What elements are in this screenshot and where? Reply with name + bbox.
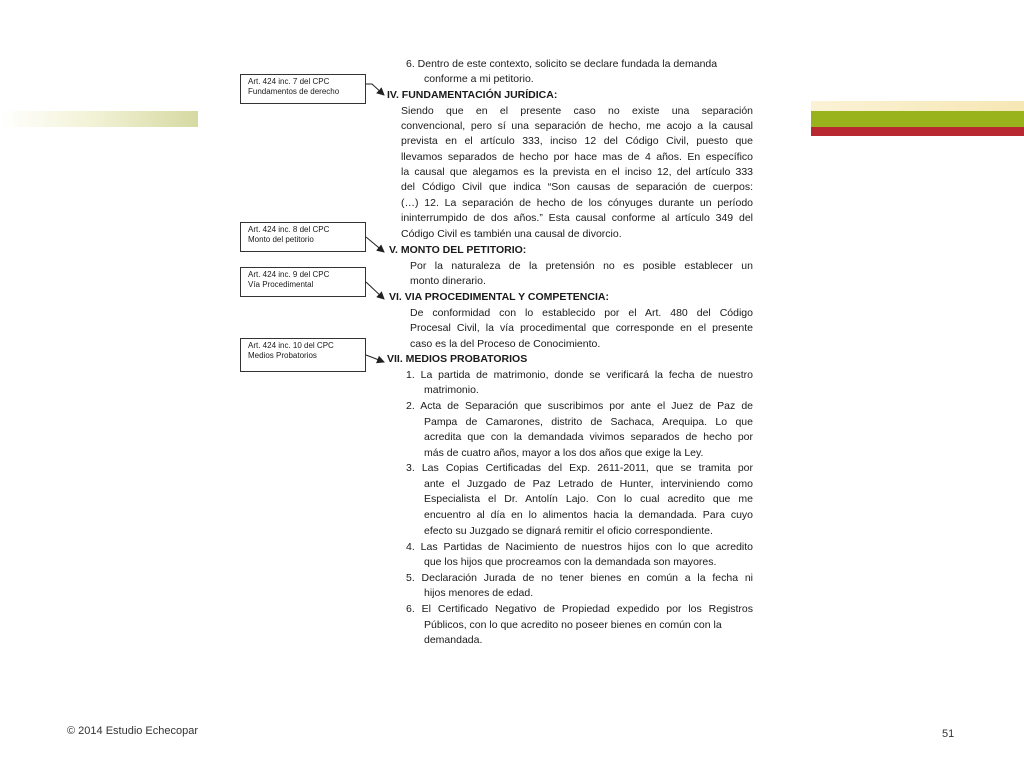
text-line: que los hijos que procreamos con la demandada son mayores. [424,556,717,568]
text-line: caso es la del Proceso de Conocimiento. [410,338,601,350]
text-line: efecto su Juzgado se dignará remitir el oficio correspondiente. [424,525,713,537]
text-line: (…) 12. La separación de hecho de los cónyuges durante un período [401,197,753,209]
section-heading-iv: IV. FUNDAMENTACIÓN JURÍDICA: [387,89,558,101]
text-line: hijos menores de edad. [424,587,534,599]
text-line: acredita que con la demandada vivimos separados de hecho por [424,431,753,443]
text-line: Especialista el Dr. Antolín Lajo. Con lo cual acredito que me [424,493,753,505]
text-line: 2. Acta de Separación que suscribimos por ante el Juez de Paz de [406,400,753,412]
text-line: 1. La partida de matrimonio, donde se verificará la fecha de nuestro [406,369,753,381]
callout-line: Monto del petitorio [248,234,314,244]
text-line: Por la naturaleza de la pretensión no es posible establecer un [410,260,753,272]
text-line: 3. Las Copias Certificadas del Exp. 2611-2011, que se tramita por [406,462,753,474]
text-line: demandada. [424,634,483,646]
section-heading-v: V. MONTO DEL PETITORIO: [389,244,527,256]
callout-line: Art. 424 inc. 8 del CPC [248,225,330,234]
text-line: llevamos separados de hecho por hace mas de 4 años. En específico [401,151,753,163]
callout-line: Art. 424 inc. 10 del CPC [248,341,334,350]
text-line: 6. El Certificado Negativo de Propiedad expedido por los Registros [406,603,753,615]
text-line: 6. Dentro de este contexto, solicito se declare fundada la demanda [406,58,718,70]
text-line: 5. Declaración Jurada de no tener bienes en común a la fecha ni [406,572,753,584]
callout-line: Art. 424 inc. 7 del CPC [248,77,330,86]
text-line: la causal que alegamos es la prevista en el inciso 12, del artículo 333 [401,166,753,178]
callout-line: Medios Probatorios [248,350,317,360]
text-line: 4. Las Partidas de Nacimiento de nuestros hijos con lo que acredito [406,541,753,553]
footer-copyright: © 2014 Estudio Echecopar [67,725,199,737]
arrow-monto [366,237,384,252]
text-line: prevista en el artículo 333, inciso 12 del Código Civil, puesto que [401,135,753,147]
callout-line: Fundamentos de derecho [248,86,340,96]
text-line: ante el Juzgado de Paz Letrado de Hunter, interviniendo como [424,478,753,490]
text-line: De conformidad con lo establecido por el Art. 480 del Código [410,307,753,319]
section-heading-vi: VI. VIA PROCEDIMENTAL Y COMPETENCIA: [389,291,609,303]
text-line: matrimonio. [424,384,479,396]
text-line: del Código Civil que indica “Son causas de separación de cuerpos: [401,181,753,193]
text-line: más de cuatro años, mayor a los dos años que exige la Ley. [424,447,704,459]
text-line: Código Civil es también una causal de divorcio. [401,228,622,240]
text-line: Siendo que en el presente caso no existe una separación [401,105,753,117]
text-line: Públicos, con lo que acredito no poseer bienes en común con la [424,619,722,631]
text-line: encuentro al día en lo alimentos hacia la demandada. Para cuyo [424,509,753,521]
text-line: Pampa de Camarones, distrito de Sachaca, Arequipa. Lo que [424,416,753,428]
arrow-fundamentos [366,84,384,95]
arrow-medios [366,355,384,362]
text-line: Procesal Civil, la vía procedimental que corresponde en el presente [410,322,753,334]
section-heading-vii: VII. MEDIOS PROBATORIOS [387,353,528,365]
callout-line: Art. 424 inc. 9 del CPC [248,270,330,279]
arrow-via [366,282,384,299]
page-number: 51 [942,728,955,740]
text-line: convencional, pero sí una separación de hecho, me acojo a la causal [401,120,753,132]
text-line: ininterrumpido de dos años.” Esta causal conforme al artículo 349 del [401,212,753,224]
callout-line: Vía Procedimental [248,279,314,289]
text-line: conforme a mi petitorio. [424,73,534,85]
text-line: monto dinerario. [410,275,486,287]
